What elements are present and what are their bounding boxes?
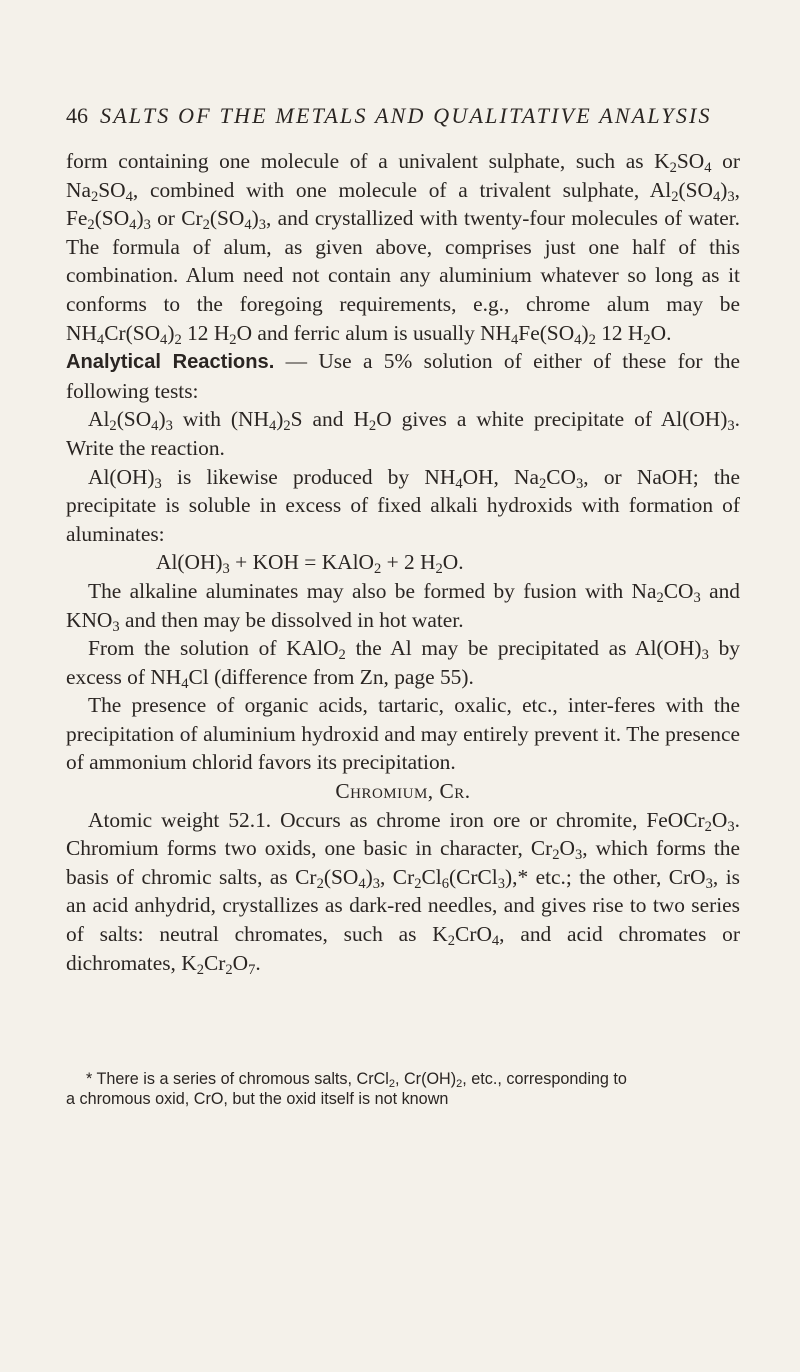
- section-heading-analytical-reactions: Analytical Reactions.: [66, 351, 275, 374]
- running-header: [66, 100, 746, 132]
- footnote-line: * There is a series of chromous salts, CrCl$_2$, $Cr(OH)_2$, etc., corresponding to: [86, 1070, 627, 1091]
- analytical-reactions-paragraph: Analytical Reactions. — Use a 5% solution of either of these for the following tests:: [66, 349, 740, 403]
- running-title: SALTS OF THE METALS AND QUALITATIVE ANALYSIS: [100, 103, 712, 128]
- page-number: 46: [66, 103, 88, 128]
- organic-acids-paragraph: The presence of organic acids, tartaric, oxalic, etc., inter-feres with the precipitation of aluminium hydroxid and may entirely prevent it. The presence of ammonium chlorid favors its precipitation.: [66, 693, 740, 775]
- alum-definition-paragraph: form containing one molecule of a univalent sulphate, such as $K_2SO_4$ or $Na_2SO_4$, combined with one molecule of a trivalent sulphate, $Al_2(SO_4)_3$, $Fe_2(SO_4)_3$ or $Cr_2(SO_4)_3$, and crystallized with twenty-four molecules of water. The formula of alum, as given above, comprises just one half of this combination. Alum need not contain any aluminium whatever so long as it conforms to the foregoing requirements, e.g., chrome alum may be $NH_4Cr(SO_4)_2$ 12 $H_2O$ and ferric alum is usually $NH_4Fe(SO_4)_2$ 12 $H_2O$.: [66, 149, 740, 348]
- footnote: [66, 1069, 740, 1109]
- section-heading-chromium: Chromium, Cr.: [335, 779, 471, 804]
- footnote-line: a chromous oxid, CrO, but the oxid itself is not known: [66, 1090, 449, 1108]
- precipitation-paragraph: From the solution of KAlO$_2$ the Al may be precipitated as $Al(OH)_3$ by excess of $NH_4Cl$ (difference from Zn, page 55).: [66, 636, 740, 692]
- reaction-ammonium-sulphid-paragraph: $Al_2(SO_4)_3$ with $(NH_4)_2S$ and $H_2O$ gives a white precipitate of $Al(OH)_3$. Write the reaction.: [66, 407, 740, 460]
- body-text: [66, 147, 740, 977]
- aluminate-equation: $Al(OH)_3$ + KOH = KAlO$_2$ + 2 $H_2O$.: [156, 550, 464, 578]
- chromium-paragraph: Atomic weight 52.1. Occurs as chrome iron ore or chromite, $FeOCr_2O_3$. Chromium forms two oxids, one basic in character, $Cr_2O_3$, which forms the basis of chromic salts, as $Cr_2(SO_4)_3$, $Cr_2Cl_6(CrCl_3),*$ etc.; the other, CrO$_3$, is an acid anhydrid, crystallizes as dark-red needles, and gives rise to two series of salts: neutral chromates, such as $K_2CrO_4$, and acid chromates or dichromates, $K_2Cr_2O_7$.: [66, 807, 740, 978]
- reaction-alkali-paragraph: $Al(OH)_3$ is likewise produced by $NH_4OH$, $Na_2CO_3$, or NaOH; the precipitate is soluble in excess of fixed alkali hydroxids with formation of aluminates:: [66, 464, 740, 546]
- fusion-paragraph: The alkaline aluminates may also be formed by fusion with $Na_2CO_3$ and $KNO_3$ and then may be dissolved in hot water.: [66, 578, 740, 635]
